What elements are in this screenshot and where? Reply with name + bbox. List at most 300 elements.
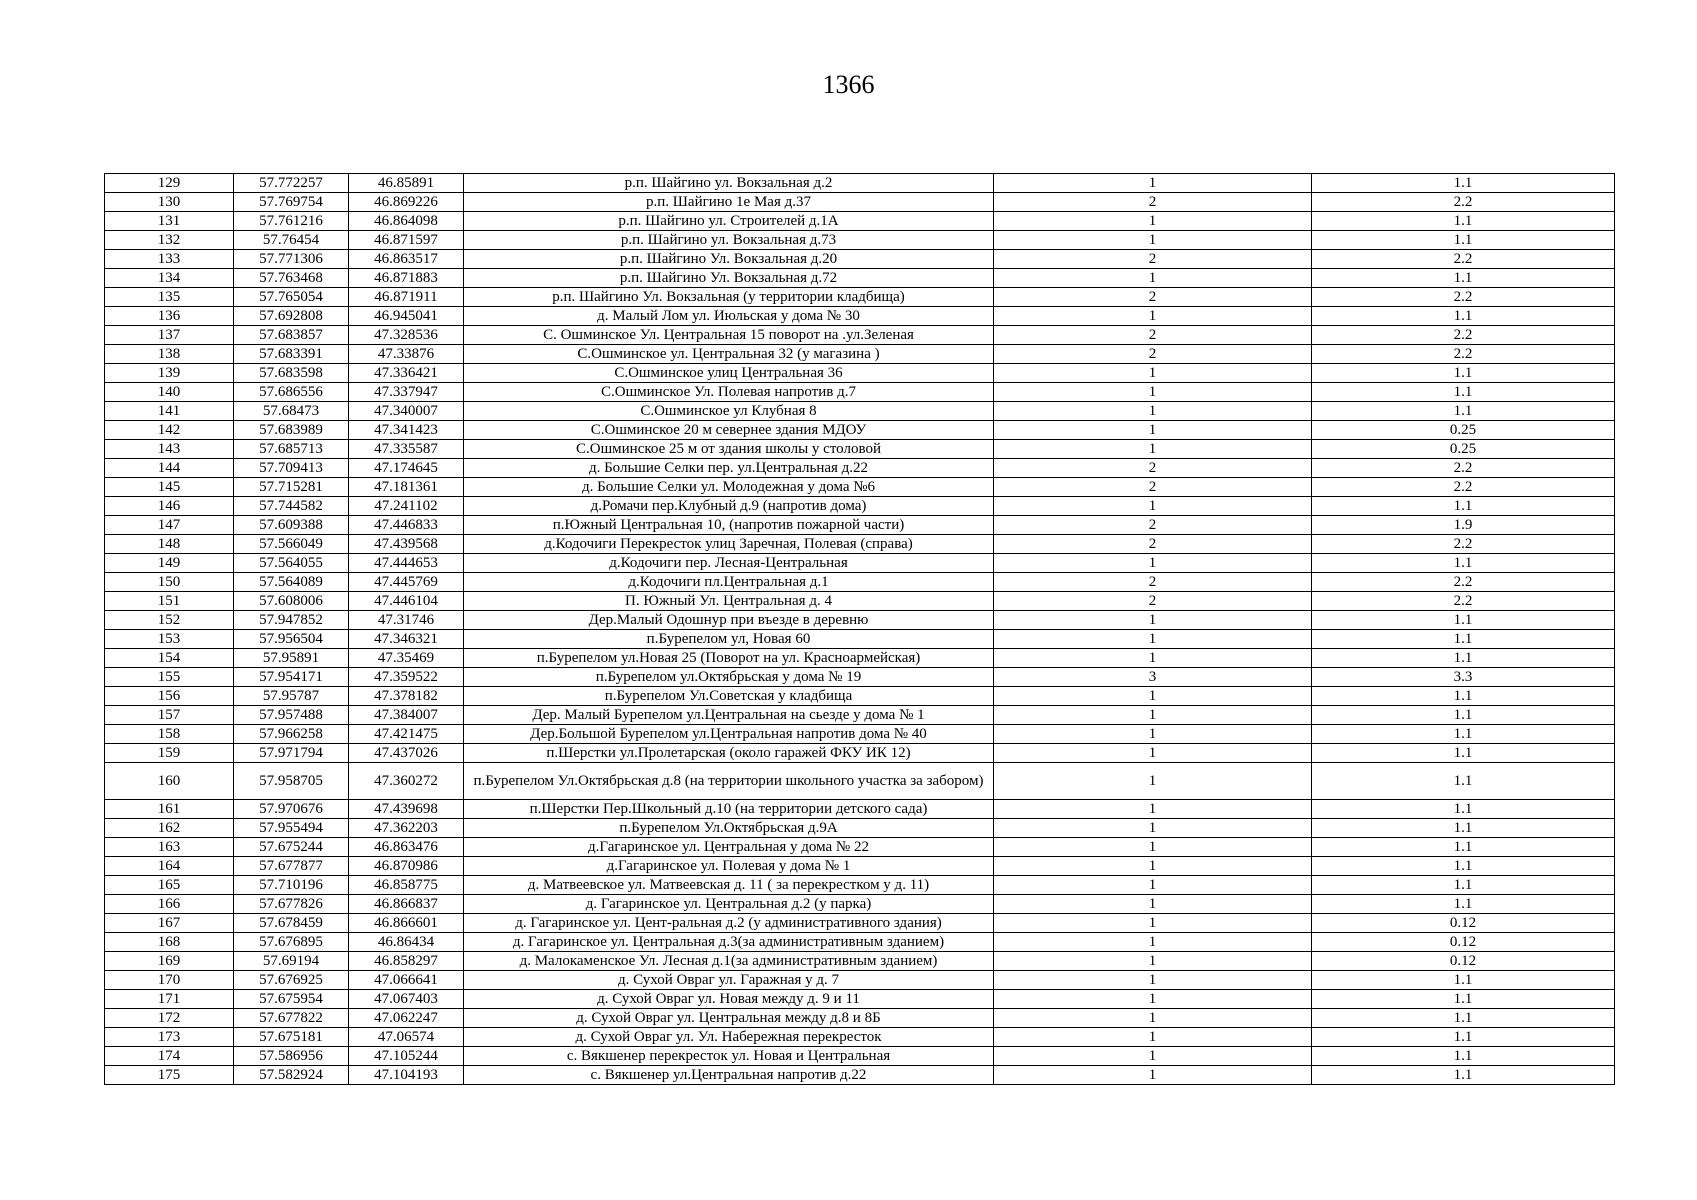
cell-longitude: 47.337947	[349, 383, 464, 402]
cell-container-count: 1	[994, 763, 1312, 800]
cell-volume: 1.9	[1312, 516, 1615, 535]
cell-longitude: 47.336421	[349, 364, 464, 383]
table-row	[105, 630, 1615, 649]
cell-address: д. Большие Селки ул. Молодежная у дома №6	[464, 478, 994, 497]
cell-row-number: 154	[105, 649, 234, 668]
cell-container-count: 1	[994, 876, 1312, 895]
table-row	[105, 725, 1615, 744]
cell-latitude: 57.609388	[234, 516, 349, 535]
cell-row-number: 162	[105, 819, 234, 838]
cell-volume: 1.1	[1312, 231, 1615, 250]
cell-container-count: 1	[994, 174, 1312, 193]
cell-longitude: 46.864098	[349, 212, 464, 231]
cell-row-number: 164	[105, 857, 234, 876]
cell-volume: 1.1	[1312, 497, 1615, 516]
cell-row-number: 157	[105, 706, 234, 725]
table-row	[105, 1009, 1615, 1028]
cell-row-number: 131	[105, 212, 234, 231]
cell-latitude: 57.678459	[234, 914, 349, 933]
cell-longitude: 46.870986	[349, 857, 464, 876]
cell-address: р.п. Шайгино 1е Мая д.37	[464, 193, 994, 212]
cell-latitude: 57.761216	[234, 212, 349, 231]
cell-address: п.Бурепелом ул, Новая 60	[464, 630, 994, 649]
cell-latitude: 57.966258	[234, 725, 349, 744]
cell-container-count: 1	[994, 744, 1312, 763]
table-row	[105, 326, 1615, 345]
cell-volume: 1.1	[1312, 990, 1615, 1009]
cell-row-number: 136	[105, 307, 234, 326]
cell-address: д.Кодочиги Перекресток улиц Заречная, Полевая (справа)	[464, 535, 994, 554]
cell-volume: 1.1	[1312, 838, 1615, 857]
table-row	[105, 819, 1615, 838]
cell-container-count: 3	[994, 668, 1312, 687]
cell-address: С.Ошминское 25 м от здания школы у столовой	[464, 440, 994, 459]
cell-volume: 1.1	[1312, 611, 1615, 630]
table-row	[105, 971, 1615, 990]
cell-container-count: 2	[994, 535, 1312, 554]
cell-row-number: 130	[105, 193, 234, 212]
cell-row-number: 165	[105, 876, 234, 895]
cell-row-number: 133	[105, 250, 234, 269]
cell-volume: 2.2	[1312, 288, 1615, 307]
cell-longitude: 47.437026	[349, 744, 464, 763]
cell-row-number: 138	[105, 345, 234, 364]
cell-address: д. Гагаринское ул. Цент-ральная д.2 (у административного здания)	[464, 914, 994, 933]
cell-volume: 2.2	[1312, 478, 1615, 497]
cell-longitude: 47.359522	[349, 668, 464, 687]
table-row	[105, 952, 1615, 971]
cell-volume: 2.2	[1312, 592, 1615, 611]
cell-row-number: 159	[105, 744, 234, 763]
cell-container-count: 1	[994, 269, 1312, 288]
cell-address: Дер.Малый Одошнур при въезде в деревню	[464, 611, 994, 630]
cell-volume: 1.1	[1312, 1047, 1615, 1066]
table-row	[105, 231, 1615, 250]
cell-address: д. Большие Селки пер. ул.Центральная д.22	[464, 459, 994, 478]
cell-container-count: 1	[994, 402, 1312, 421]
cell-latitude: 57.765054	[234, 288, 349, 307]
cell-longitude: 46.945041	[349, 307, 464, 326]
cell-row-number: 149	[105, 554, 234, 573]
cell-volume: 1.1	[1312, 269, 1615, 288]
cell-latitude: 57.683857	[234, 326, 349, 345]
cell-longitude: 46.86434	[349, 933, 464, 952]
cell-container-count: 1	[994, 706, 1312, 725]
cell-longitude: 47.067403	[349, 990, 464, 1009]
cell-volume: 2.2	[1312, 326, 1615, 345]
cell-longitude: 47.181361	[349, 478, 464, 497]
cell-row-number: 173	[105, 1028, 234, 1047]
cell-container-count: 1	[994, 364, 1312, 383]
cell-address: р.п. Шайгино ул. Строителей д.1А	[464, 212, 994, 231]
cell-volume: 0.12	[1312, 933, 1615, 952]
cell-latitude: 57.564089	[234, 573, 349, 592]
cell-address: д. Сухой Овраг ул. Центральная между д.8 и 8Б	[464, 1009, 994, 1028]
cell-volume: 1.1	[1312, 307, 1615, 326]
cell-address: С.Ошминское ул Клубная 8	[464, 402, 994, 421]
cell-address: д.Кодочиги пер. Лесная-Центральная	[464, 554, 994, 573]
page-number: 1366	[822, 70, 875, 99]
cell-latitude: 57.955494	[234, 819, 349, 838]
cell-row-number: 141	[105, 402, 234, 421]
cell-container-count: 1	[994, 383, 1312, 402]
cell-container-count: 1	[994, 895, 1312, 914]
cell-row-number: 145	[105, 478, 234, 497]
cell-volume: 1.1	[1312, 1009, 1615, 1028]
cell-latitude: 57.685713	[234, 440, 349, 459]
table-row	[105, 573, 1615, 592]
cell-row-number: 172	[105, 1009, 234, 1028]
cell-longitude: 47.328536	[349, 326, 464, 345]
cell-address: д. Малокаменское Ул. Лесная д.1(за административным зданием)	[464, 952, 994, 971]
cell-latitude: 57.692808	[234, 307, 349, 326]
cell-longitude: 46.871911	[349, 288, 464, 307]
cell-row-number: 152	[105, 611, 234, 630]
cell-longitude: 47.378182	[349, 687, 464, 706]
cell-row-number: 169	[105, 952, 234, 971]
cell-address: С.Ошминское 20 м севернее здания МДОУ	[464, 421, 994, 440]
cell-longitude: 47.241102	[349, 497, 464, 516]
cell-volume: 1.1	[1312, 364, 1615, 383]
cell-row-number: 148	[105, 535, 234, 554]
table-row	[105, 364, 1615, 383]
cell-container-count: 2	[994, 193, 1312, 212]
cell-volume: 1.1	[1312, 857, 1615, 876]
cell-volume: 0.12	[1312, 952, 1615, 971]
cell-address: п.Шерстки Пер.Школьный д.10 (на территории детского сада)	[464, 800, 994, 819]
cell-container-count: 2	[994, 516, 1312, 535]
cell-row-number: 139	[105, 364, 234, 383]
cell-row-number: 168	[105, 933, 234, 952]
table-row	[105, 174, 1615, 193]
cell-container-count: 1	[994, 497, 1312, 516]
cell-container-count: 1	[994, 933, 1312, 952]
registry-table-body	[105, 174, 1615, 1085]
cell-row-number: 170	[105, 971, 234, 990]
cell-address: д. Сухой Овраг ул. Ул. Набережная перекресток	[464, 1028, 994, 1047]
cell-latitude: 57.677822	[234, 1009, 349, 1028]
cell-longitude: 46.866601	[349, 914, 464, 933]
table-row	[105, 895, 1615, 914]
cell-address: с. Вякшенер ул.Центральная напротив д.22	[464, 1066, 994, 1085]
cell-volume: 1.1	[1312, 895, 1615, 914]
cell-latitude: 57.956504	[234, 630, 349, 649]
cell-volume: 1.1	[1312, 630, 1615, 649]
cell-address: с. Вякшенер перекресток ул. Новая и Центральная	[464, 1047, 994, 1066]
cell-latitude: 57.771306	[234, 250, 349, 269]
cell-address: п.Шерстки ул.Пролетарская (около гаражей ФКУ ИК 12)	[464, 744, 994, 763]
cell-container-count: 1	[994, 990, 1312, 1009]
cell-address: р.п. Шайгино Ул. Вокзальная (у территории кладбища)	[464, 288, 994, 307]
cell-latitude: 57.676925	[234, 971, 349, 990]
cell-volume: 1.1	[1312, 1028, 1615, 1047]
cell-container-count: 1	[994, 1028, 1312, 1047]
cell-volume: 2.2	[1312, 250, 1615, 269]
cell-volume: 0.12	[1312, 914, 1615, 933]
registry-table	[104, 173, 1615, 1085]
cell-volume: 1.1	[1312, 174, 1615, 193]
cell-container-count: 1	[994, 857, 1312, 876]
cell-latitude: 57.970676	[234, 800, 349, 819]
cell-address: р.п. Шайгино Ул. Вокзальная д.20	[464, 250, 994, 269]
cell-volume: 0.25	[1312, 440, 1615, 459]
cell-address: п.Бурепелом ул.Новая 25 (Поворот на ул. Красноармейская)	[464, 649, 994, 668]
cell-address: д. Гагаринское ул. Центральная д.3(за административным зданием)	[464, 933, 994, 952]
cell-container-count: 1	[994, 971, 1312, 990]
cell-container-count: 1	[994, 800, 1312, 819]
cell-volume: 2.2	[1312, 345, 1615, 364]
table-row	[105, 687, 1615, 706]
cell-longitude: 46.869226	[349, 193, 464, 212]
cell-container-count: 1	[994, 421, 1312, 440]
cell-container-count: 2	[994, 573, 1312, 592]
cell-volume: 1.1	[1312, 971, 1615, 990]
cell-volume: 1.1	[1312, 800, 1615, 819]
cell-row-number: 143	[105, 440, 234, 459]
cell-longitude: 46.871597	[349, 231, 464, 250]
cell-row-number: 161	[105, 800, 234, 819]
table-row	[105, 1066, 1615, 1085]
cell-address: п.Бурепелом ул.Октябрьская у дома № 19	[464, 668, 994, 687]
cell-row-number: 142	[105, 421, 234, 440]
cell-row-number: 129	[105, 174, 234, 193]
table-row	[105, 269, 1615, 288]
cell-longitude: 47.104193	[349, 1066, 464, 1085]
table-row	[105, 706, 1615, 725]
cell-longitude: 47.174645	[349, 459, 464, 478]
table-row	[105, 668, 1615, 687]
cell-address: д. Матвеевское ул. Матвеевская д. 11 ( за перекрестком у д. 11)	[464, 876, 994, 895]
cell-longitude: 47.31746	[349, 611, 464, 630]
cell-volume: 0.25	[1312, 421, 1615, 440]
table-row	[105, 212, 1615, 231]
cell-longitude: 47.35469	[349, 649, 464, 668]
table-row	[105, 383, 1615, 402]
cell-latitude: 57.95787	[234, 687, 349, 706]
cell-address: д. Сухой Овраг ул. Гаражная у д. 7	[464, 971, 994, 990]
cell-longitude: 47.439568	[349, 535, 464, 554]
cell-container-count: 1	[994, 212, 1312, 231]
cell-latitude: 57.954171	[234, 668, 349, 687]
cell-latitude: 57.69194	[234, 952, 349, 971]
cell-longitude: 47.335587	[349, 440, 464, 459]
cell-row-number: 160	[105, 763, 234, 800]
cell-longitude: 46.863476	[349, 838, 464, 857]
cell-row-number: 156	[105, 687, 234, 706]
cell-row-number: 171	[105, 990, 234, 1009]
table-row	[105, 744, 1615, 763]
cell-latitude: 57.710196	[234, 876, 349, 895]
cell-volume: 2.2	[1312, 535, 1615, 554]
cell-longitude: 47.446833	[349, 516, 464, 535]
table-row	[105, 478, 1615, 497]
cell-longitude: 47.06574	[349, 1028, 464, 1047]
cell-latitude: 57.957488	[234, 706, 349, 725]
cell-longitude: 47.421475	[349, 725, 464, 744]
table-row	[105, 345, 1615, 364]
cell-container-count: 1	[994, 649, 1312, 668]
cell-longitude: 46.858775	[349, 876, 464, 895]
table-row	[105, 250, 1615, 269]
cell-latitude: 57.686556	[234, 383, 349, 402]
cell-volume: 2.2	[1312, 459, 1615, 478]
cell-address: С.Ошминское улиц Центральная 36	[464, 364, 994, 383]
table-row	[105, 440, 1615, 459]
cell-latitude: 57.566049	[234, 535, 349, 554]
cell-container-count: 2	[994, 250, 1312, 269]
table-row	[105, 535, 1615, 554]
cell-latitude: 57.68473	[234, 402, 349, 421]
table-row	[105, 933, 1615, 952]
cell-latitude: 57.677877	[234, 857, 349, 876]
cell-container-count: 1	[994, 838, 1312, 857]
cell-longitude: 47.360272	[349, 763, 464, 800]
cell-latitude: 57.677826	[234, 895, 349, 914]
cell-row-number: 134	[105, 269, 234, 288]
cell-volume: 1.1	[1312, 706, 1615, 725]
cell-container-count: 2	[994, 459, 1312, 478]
cell-latitude: 57.582924	[234, 1066, 349, 1085]
cell-container-count: 1	[994, 819, 1312, 838]
cell-volume: 1.1	[1312, 725, 1615, 744]
table-row	[105, 592, 1615, 611]
cell-container-count: 1	[994, 914, 1312, 933]
cell-address: р.п. Шайгино ул. Вокзальная д.2	[464, 174, 994, 193]
cell-volume: 1.1	[1312, 1066, 1615, 1085]
cell-address: д.Гагаринское ул. Центральная у дома № 22	[464, 838, 994, 857]
cell-longitude: 47.062247	[349, 1009, 464, 1028]
cell-longitude: 47.33876	[349, 345, 464, 364]
cell-longitude: 46.863517	[349, 250, 464, 269]
cell-row-number: 151	[105, 592, 234, 611]
cell-container-count: 1	[994, 687, 1312, 706]
cell-address: п.Южный Центральная 10, (напротив пожарной части)	[464, 516, 994, 535]
cell-latitude: 57.676895	[234, 933, 349, 952]
cell-latitude: 57.608006	[234, 592, 349, 611]
cell-row-number: 175	[105, 1066, 234, 1085]
cell-address: П. Южный Ул. Центральная д. 4	[464, 592, 994, 611]
cell-latitude: 57.947852	[234, 611, 349, 630]
cell-volume: 3.3	[1312, 668, 1615, 687]
table-row	[105, 421, 1615, 440]
cell-container-count: 2	[994, 478, 1312, 497]
cell-longitude: 47.105244	[349, 1047, 464, 1066]
cell-address: С. Ошминское Ул. Центральная 15 поворот на .ул.Зеленая	[464, 326, 994, 345]
cell-container-count: 2	[994, 326, 1312, 345]
cell-latitude: 57.564055	[234, 554, 349, 573]
table-row	[105, 1047, 1615, 1066]
cell-container-count: 1	[994, 630, 1312, 649]
table-row	[105, 763, 1615, 800]
cell-volume: 1.1	[1312, 649, 1615, 668]
cell-longitude: 46.871883	[349, 269, 464, 288]
cell-latitude: 57.675954	[234, 990, 349, 1009]
cell-row-number: 144	[105, 459, 234, 478]
cell-row-number: 137	[105, 326, 234, 345]
cell-address: д.Ромачи пер.Клубный д.9 (напротив дома)	[464, 497, 994, 516]
cell-longitude: 47.341423	[349, 421, 464, 440]
cell-row-number: 146	[105, 497, 234, 516]
table-row	[105, 876, 1615, 895]
cell-volume: 1.1	[1312, 402, 1615, 421]
cell-longitude: 47.346321	[349, 630, 464, 649]
cell-row-number: 167	[105, 914, 234, 933]
cell-volume: 1.1	[1312, 763, 1615, 800]
cell-address: д. Малый Лом ул. Июльская у дома № 30	[464, 307, 994, 326]
cell-longitude: 47.066641	[349, 971, 464, 990]
table-row	[105, 459, 1615, 478]
cell-volume: 2.2	[1312, 193, 1615, 212]
cell-latitude: 57.683989	[234, 421, 349, 440]
table-row	[105, 990, 1615, 1009]
cell-address: Дер. Малый Бурепелом ул.Центральная на сьезде у дома № 1	[464, 706, 994, 725]
cell-longitude: 47.445769	[349, 573, 464, 592]
cell-longitude: 46.85891	[349, 174, 464, 193]
table-row	[105, 611, 1615, 630]
table-row	[105, 800, 1615, 819]
cell-latitude: 57.744582	[234, 497, 349, 516]
table-row	[105, 838, 1615, 857]
cell-latitude: 57.715281	[234, 478, 349, 497]
cell-row-number: 140	[105, 383, 234, 402]
cell-row-number: 158	[105, 725, 234, 744]
cell-volume: 2.2	[1312, 573, 1615, 592]
cell-address: д.Гагаринское ул. Полевая у дома № 1	[464, 857, 994, 876]
cell-address: р.п. Шайгино Ул. Вокзальная д.72	[464, 269, 994, 288]
cell-address: Дер.Большой Бурепелом ул.Центральная напротив дома № 40	[464, 725, 994, 744]
table-row	[105, 307, 1615, 326]
cell-address: р.п. Шайгино ул. Вокзальная д.73	[464, 231, 994, 250]
cell-container-count: 1	[994, 231, 1312, 250]
cell-row-number: 174	[105, 1047, 234, 1066]
cell-longitude: 46.866837	[349, 895, 464, 914]
cell-container-count: 1	[994, 952, 1312, 971]
cell-latitude: 57.675244	[234, 838, 349, 857]
cell-longitude: 47.439698	[349, 800, 464, 819]
cell-row-number: 150	[105, 573, 234, 592]
cell-row-number: 166	[105, 895, 234, 914]
table-row	[105, 288, 1615, 307]
cell-volume: 1.1	[1312, 819, 1615, 838]
cell-container-count: 2	[994, 288, 1312, 307]
cell-container-count: 1	[994, 440, 1312, 459]
cell-address: д.Кодочиги пл.Центральная д.1	[464, 573, 994, 592]
cell-row-number: 163	[105, 838, 234, 857]
cell-volume: 1.1	[1312, 687, 1615, 706]
cell-longitude: 47.446104	[349, 592, 464, 611]
cell-latitude: 57.675181	[234, 1028, 349, 1047]
cell-volume: 1.1	[1312, 744, 1615, 763]
cell-row-number: 135	[105, 288, 234, 307]
table-row	[105, 914, 1615, 933]
cell-address: п.Бурепелом Ул.Октябрьская д.8 (на территории школьного участка за забором)	[464, 763, 994, 800]
cell-address: п.Бурепелом Ул.Октябрьская д.9А	[464, 819, 994, 838]
cell-latitude: 57.772257	[234, 174, 349, 193]
cell-container-count: 2	[994, 345, 1312, 364]
cell-row-number: 153	[105, 630, 234, 649]
cell-row-number: 132	[105, 231, 234, 250]
cell-address: С.Ошминское ул. Центральная 32 (у магазина )	[464, 345, 994, 364]
cell-latitude: 57.586956	[234, 1047, 349, 1066]
table-row	[105, 497, 1615, 516]
cell-address: С.Ошминское Ул. Полевая напротив д.7	[464, 383, 994, 402]
cell-volume: 1.1	[1312, 383, 1615, 402]
cell-container-count: 1	[994, 1009, 1312, 1028]
cell-container-count: 1	[994, 1047, 1312, 1066]
cell-latitude: 57.769754	[234, 193, 349, 212]
cell-latitude: 57.683391	[234, 345, 349, 364]
cell-longitude: 47.340007	[349, 402, 464, 421]
